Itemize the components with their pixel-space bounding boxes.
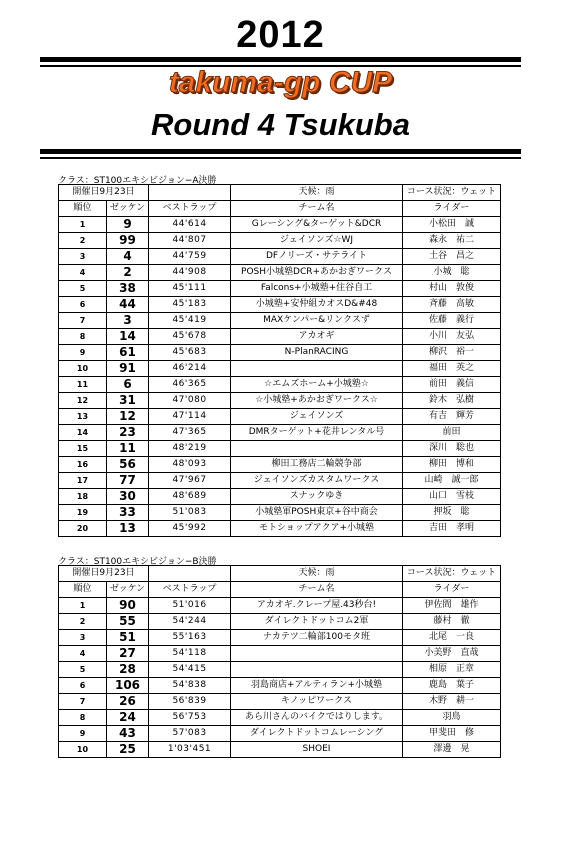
col-rider-header: ライダー bbox=[403, 582, 501, 598]
col-best-lap-header: ベストラップ bbox=[149, 582, 231, 598]
rider-cell: 鈴木 弘樹 bbox=[403, 393, 501, 409]
team-cell bbox=[231, 662, 403, 678]
result-row bbox=[59, 521, 501, 537]
position-cell: 12 bbox=[59, 393, 107, 409]
team-cell: N-PlanRACING bbox=[231, 345, 403, 361]
best-lap-cell: 47'114 bbox=[149, 409, 231, 425]
results-table-a-body bbox=[59, 185, 501, 537]
result-row bbox=[59, 233, 501, 249]
result-row bbox=[59, 489, 501, 505]
team-cell: ダイレクトドットコムレーシング bbox=[231, 726, 403, 742]
team-cell: 小城塾軍POSH東京+谷中商会 bbox=[231, 505, 403, 521]
team-cell: DMRターゲット+花井レンタル号 bbox=[231, 425, 403, 441]
race-number-cell: 26 bbox=[107, 694, 149, 710]
result-row bbox=[59, 217, 501, 233]
rider-cell: 小城 聡 bbox=[403, 265, 501, 281]
result-row bbox=[59, 457, 501, 473]
team-cell: ダイレクトドットコム2軍 bbox=[231, 614, 403, 630]
position-cell: 19 bbox=[59, 505, 107, 521]
team-cell bbox=[231, 361, 403, 377]
results-table-a bbox=[58, 184, 501, 537]
race-number-cell: 43 bbox=[107, 726, 149, 742]
position-cell: 6 bbox=[59, 297, 107, 313]
col-number-header: ゼッケン bbox=[107, 582, 149, 598]
team-cell: アカオギ.クレープ屋.43秒台! bbox=[231, 598, 403, 614]
rider-cell: 深川 聡也 bbox=[403, 441, 501, 457]
position-cell: 17 bbox=[59, 473, 107, 489]
race-number-cell: 51 bbox=[107, 630, 149, 646]
rider-cell: 森永 祐二 bbox=[403, 233, 501, 249]
result-row bbox=[59, 313, 501, 329]
position-cell: 9 bbox=[59, 726, 107, 742]
round-title: Round 4 Tsukuba bbox=[151, 107, 410, 142]
position-cell: 1 bbox=[59, 598, 107, 614]
race-number-cell: 90 bbox=[107, 598, 149, 614]
info-row bbox=[59, 566, 501, 582]
col-best-lap-header: ベストラップ bbox=[149, 201, 231, 217]
team-cell: Falcons+小城塾+住谷自工 bbox=[231, 281, 403, 297]
race-number-cell: 106 bbox=[107, 678, 149, 694]
race-number-cell: 25 bbox=[107, 742, 149, 758]
position-cell: 13 bbox=[59, 409, 107, 425]
position-cell: 16 bbox=[59, 457, 107, 473]
team-cell: スナックゆき bbox=[231, 489, 403, 505]
result-row bbox=[59, 710, 501, 726]
rider-cell: 羽鳥 bbox=[403, 710, 501, 726]
race-number-cell: 91 bbox=[107, 361, 149, 377]
position-cell: 4 bbox=[59, 265, 107, 281]
position-cell: 7 bbox=[59, 313, 107, 329]
race-number-cell: 2 bbox=[107, 265, 149, 281]
result-row bbox=[59, 409, 501, 425]
position-cell: 2 bbox=[59, 614, 107, 630]
best-lap-cell: 45'678 bbox=[149, 329, 231, 345]
rider-cell: 伊佐間 雄作 bbox=[403, 598, 501, 614]
col-rider-header: ライダー bbox=[403, 201, 501, 217]
result-row bbox=[59, 598, 501, 614]
rider-cell: 佐藤 義行 bbox=[403, 313, 501, 329]
best-lap-cell: 46'214 bbox=[149, 361, 231, 377]
column-header-row bbox=[59, 201, 501, 217]
position-cell: 6 bbox=[59, 678, 107, 694]
rider-cell: 甲斐田 修 bbox=[403, 726, 501, 742]
best-lap-cell: 56'839 bbox=[149, 694, 231, 710]
best-lap-cell: 44'807 bbox=[149, 233, 231, 249]
rider-cell: 柳沢 裕一 bbox=[403, 345, 501, 361]
weather: 天候：雨 bbox=[231, 185, 403, 201]
team-cell: キノッピワークス bbox=[231, 694, 403, 710]
results-table-b bbox=[58, 565, 501, 758]
position-cell: 7 bbox=[59, 694, 107, 710]
team-cell: ジェイソンズ bbox=[231, 409, 403, 425]
best-lap-cell: 54'415 bbox=[149, 662, 231, 678]
position-cell: 10 bbox=[59, 742, 107, 758]
column-header-row bbox=[59, 582, 501, 598]
result-row bbox=[59, 425, 501, 441]
race-number-cell: 11 bbox=[107, 441, 149, 457]
race-number-cell: 3 bbox=[107, 313, 149, 329]
rider-cell: 福田 英之 bbox=[403, 361, 501, 377]
result-row bbox=[59, 726, 501, 742]
col-number-header: ゼッケン bbox=[107, 201, 149, 217]
team-cell: アカオギ bbox=[231, 329, 403, 345]
team-cell: ナカテツ二輪部100モタ班 bbox=[231, 630, 403, 646]
best-lap-cell: 47'080 bbox=[149, 393, 231, 409]
class-label-a: クラス：ST100エキシビジョン−A決勝 bbox=[58, 176, 217, 186]
team-cell: あら川さんのバイクではりします。 bbox=[231, 710, 403, 726]
position-cell: 18 bbox=[59, 489, 107, 505]
col-position-header: 順位 bbox=[59, 201, 107, 217]
divider-bottom-1 bbox=[40, 149, 521, 154]
event-date: 開催日9月23日 bbox=[59, 185, 149, 201]
rider-cell: 斉藤 高敏 bbox=[403, 297, 501, 313]
rider-cell: 藤村 徹 bbox=[403, 614, 501, 630]
result-row bbox=[59, 329, 501, 345]
best-lap-cell: 45'419 bbox=[149, 313, 231, 329]
best-lap-cell: 44'908 bbox=[149, 265, 231, 281]
rider-cell: 山口 雪枝 bbox=[403, 489, 501, 505]
race-number-cell: 9 bbox=[107, 217, 149, 233]
best-lap-cell: 48'219 bbox=[149, 441, 231, 457]
rider-cell: 山崎 誠一郎 bbox=[403, 473, 501, 489]
best-lap-cell: 45'111 bbox=[149, 281, 231, 297]
race-number-cell: 6 bbox=[107, 377, 149, 393]
team-cell: ジェイソンズカスタムワークス bbox=[231, 473, 403, 489]
best-lap-cell: 44'759 bbox=[149, 249, 231, 265]
best-lap-cell: 51'016 bbox=[149, 598, 231, 614]
rider-cell: 小美野 直哉 bbox=[403, 646, 501, 662]
race-number-cell: 61 bbox=[107, 345, 149, 361]
position-cell: 3 bbox=[59, 249, 107, 265]
race-number-cell: 27 bbox=[107, 646, 149, 662]
result-row bbox=[59, 249, 501, 265]
race-number-cell: 14 bbox=[107, 329, 149, 345]
race-number-cell: 38 bbox=[107, 281, 149, 297]
result-row bbox=[59, 614, 501, 630]
race-number-cell: 44 bbox=[107, 297, 149, 313]
position-cell: 5 bbox=[59, 662, 107, 678]
result-row bbox=[59, 345, 501, 361]
position-cell: 9 bbox=[59, 345, 107, 361]
team-cell: Gレーシング&ターゲット&DCR bbox=[231, 217, 403, 233]
rider-cell: 北尾 一良 bbox=[403, 630, 501, 646]
race-number-cell: 55 bbox=[107, 614, 149, 630]
team-cell: ジェイソンズ☆WJ bbox=[231, 233, 403, 249]
race-number-cell: 31 bbox=[107, 393, 149, 409]
position-cell: 11 bbox=[59, 377, 107, 393]
info-empty-cell bbox=[149, 566, 231, 582]
best-lap-cell: 47'967 bbox=[149, 473, 231, 489]
col-team-header: チーム名 bbox=[231, 201, 403, 217]
race-number-cell: 30 bbox=[107, 489, 149, 505]
result-row bbox=[59, 265, 501, 281]
position-cell: 20 bbox=[59, 521, 107, 537]
result-row bbox=[59, 505, 501, 521]
race-number-cell: 23 bbox=[107, 425, 149, 441]
best-lap-cell: 54'838 bbox=[149, 678, 231, 694]
race-number-cell: 56 bbox=[107, 457, 149, 473]
position-cell: 10 bbox=[59, 361, 107, 377]
class-label-b: クラス：ST100エキシビジョン−B決勝 bbox=[58, 557, 217, 567]
result-row bbox=[59, 377, 501, 393]
team-cell bbox=[231, 441, 403, 457]
rider-cell: 土谷 昌之 bbox=[403, 249, 501, 265]
rider-cell: 柳田 博和 bbox=[403, 457, 501, 473]
team-cell: ☆エムズホーム+小城塾☆ bbox=[231, 377, 403, 393]
team-cell: DFノリーズ・サテライト bbox=[231, 249, 403, 265]
race-number-cell: 24 bbox=[107, 710, 149, 726]
best-lap-cell: 56'753 bbox=[149, 710, 231, 726]
cup-title: takuma-gp CUP bbox=[168, 66, 393, 99]
event-date: 開催日9月23日 bbox=[59, 566, 149, 582]
race-number-cell: 33 bbox=[107, 505, 149, 521]
race-number-cell: 4 bbox=[107, 249, 149, 265]
info-row bbox=[59, 185, 501, 201]
best-lap-cell: 1'03'451 bbox=[149, 742, 231, 758]
course-condition: コース状況：ウェット bbox=[403, 566, 501, 582]
col-position-header: 順位 bbox=[59, 582, 107, 598]
team-cell: MAXケンパー&リンクスず bbox=[231, 313, 403, 329]
rider-cell: 小松田 誠 bbox=[403, 217, 501, 233]
best-lap-cell: 48'689 bbox=[149, 489, 231, 505]
result-row bbox=[59, 678, 501, 694]
race-number-cell: 77 bbox=[107, 473, 149, 489]
race-number-cell: 28 bbox=[107, 662, 149, 678]
result-row bbox=[59, 646, 501, 662]
position-cell: 4 bbox=[59, 646, 107, 662]
rider-cell: 押坂 聡 bbox=[403, 505, 501, 521]
result-row bbox=[59, 441, 501, 457]
position-cell: 2 bbox=[59, 233, 107, 249]
course-condition: コース状況：ウェット bbox=[403, 185, 501, 201]
best-lap-cell: 45'683 bbox=[149, 345, 231, 361]
rider-cell: 有吉 輝芳 bbox=[403, 409, 501, 425]
result-row bbox=[59, 630, 501, 646]
position-cell: 1 bbox=[59, 217, 107, 233]
team-cell: 小城塾+安仲組カオスD&#48 bbox=[231, 297, 403, 313]
result-row bbox=[59, 281, 501, 297]
best-lap-cell: 46'365 bbox=[149, 377, 231, 393]
position-cell: 8 bbox=[59, 329, 107, 345]
position-cell: 5 bbox=[59, 281, 107, 297]
rider-cell: 前田 bbox=[403, 425, 501, 441]
best-lap-cell: 51'083 bbox=[149, 505, 231, 521]
team-cell: 羽島商店+アルティラン+小城塾 bbox=[231, 678, 403, 694]
rider-cell: 吉田 孝明 bbox=[403, 521, 501, 537]
team-cell: ☆小城塾+あかおぎワークス☆ bbox=[231, 393, 403, 409]
best-lap-cell: 55'163 bbox=[149, 630, 231, 646]
team-cell: 柳田工務店二輪競争部 bbox=[231, 457, 403, 473]
best-lap-cell: 48'093 bbox=[149, 457, 231, 473]
best-lap-cell: 57'083 bbox=[149, 726, 231, 742]
rider-cell: 鹿島 葉子 bbox=[403, 678, 501, 694]
position-cell: 8 bbox=[59, 710, 107, 726]
team-cell: モトショップアクア+小城塾 bbox=[231, 521, 403, 537]
rider-cell: 澤邊 晃 bbox=[403, 742, 501, 758]
race-number-cell: 13 bbox=[107, 521, 149, 537]
race-number-cell: 12 bbox=[107, 409, 149, 425]
divider-bottom-2 bbox=[40, 157, 521, 159]
result-row bbox=[59, 297, 501, 313]
col-team-header: チーム名 bbox=[231, 582, 403, 598]
rider-cell: 村山 敦俊 bbox=[403, 281, 501, 297]
team-cell: SHOEI bbox=[231, 742, 403, 758]
divider-top-1 bbox=[40, 57, 521, 62]
rider-cell: 前田 義信 bbox=[403, 377, 501, 393]
result-row bbox=[59, 662, 501, 678]
position-cell: 15 bbox=[59, 441, 107, 457]
team-cell: POSH小城塾DCR+あかおぎワークス bbox=[231, 265, 403, 281]
year-title: 2012 bbox=[236, 14, 325, 56]
best-lap-cell: 44'614 bbox=[149, 217, 231, 233]
best-lap-cell: 47'365 bbox=[149, 425, 231, 441]
best-lap-cell: 45'183 bbox=[149, 297, 231, 313]
position-cell: 14 bbox=[59, 425, 107, 441]
rider-cell: 木野 耕一 bbox=[403, 694, 501, 710]
result-row bbox=[59, 393, 501, 409]
result-row bbox=[59, 742, 501, 758]
info-empty-cell bbox=[149, 185, 231, 201]
results-table-b-body bbox=[59, 566, 501, 758]
best-lap-cell: 54'244 bbox=[149, 614, 231, 630]
rider-cell: 相原 正章 bbox=[403, 662, 501, 678]
best-lap-cell: 54'118 bbox=[149, 646, 231, 662]
team-cell bbox=[231, 646, 403, 662]
position-cell: 3 bbox=[59, 630, 107, 646]
rider-cell: 小川 友弘 bbox=[403, 329, 501, 345]
result-row bbox=[59, 694, 501, 710]
weather: 天候：雨 bbox=[231, 566, 403, 582]
result-row bbox=[59, 361, 501, 377]
result-row bbox=[59, 473, 501, 489]
race-number-cell: 99 bbox=[107, 233, 149, 249]
best-lap-cell: 45'992 bbox=[149, 521, 231, 537]
